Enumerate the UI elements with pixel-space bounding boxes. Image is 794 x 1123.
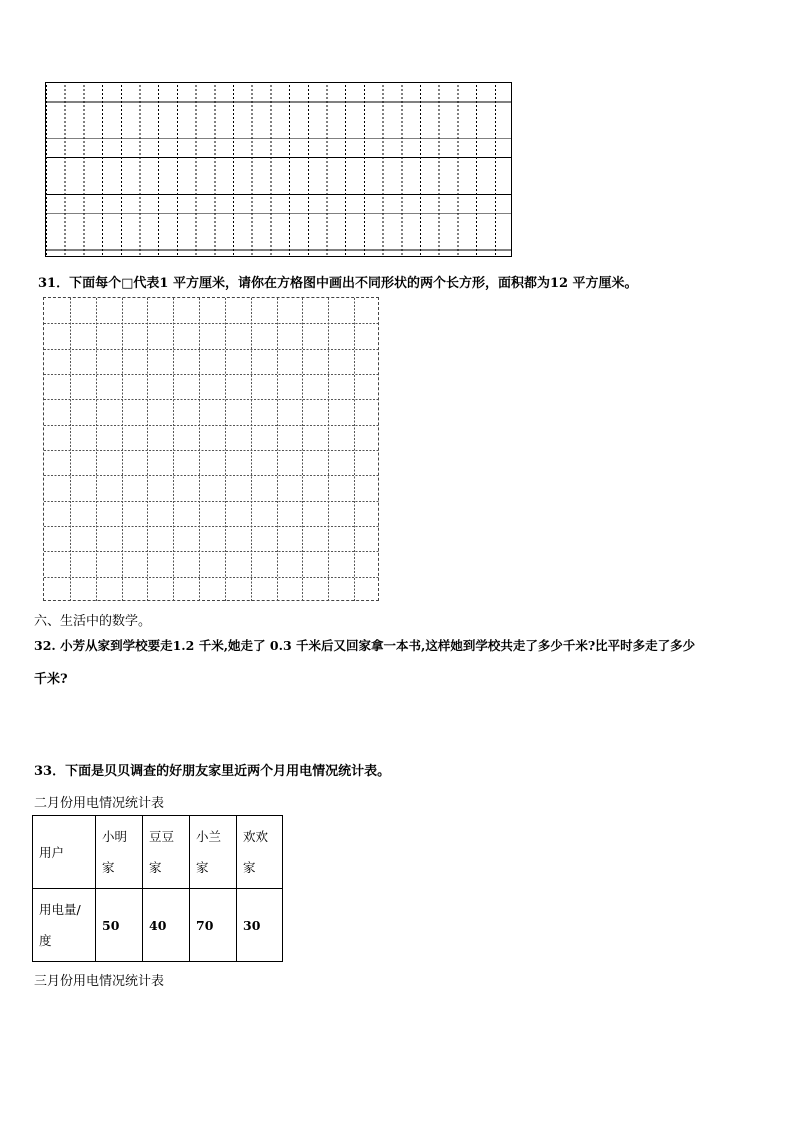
table-row	[33, 816, 283, 889]
table-title-march: 三月份用电情况统计表	[34, 974, 165, 989]
table-cell-value: 30	[237, 889, 283, 962]
table-cell-value: 50	[96, 889, 143, 962]
table-header-label: 用户	[33, 816, 96, 889]
question-32-line1: 32. 小芳从家到学校要走1.2 千米,她走了 0.3 千米后又回家拿一本书,这样她到学校共走了多少千米?比平时多走了多少	[34, 638, 696, 653]
table-title-february: 二月份用电情况统计表	[34, 796, 165, 811]
table-header-cell: 豆豆 家	[143, 816, 190, 889]
grid-lines	[44, 298, 380, 602]
table-cell-value: 70	[190, 889, 237, 962]
answer-grid-square[interactable]	[43, 297, 379, 601]
table-row-label: 用电量/ 度	[33, 889, 96, 962]
table-header-cell: 欢欢 家	[237, 816, 283, 889]
table-header-cell: 小兰 家	[190, 816, 237, 889]
section-title-6: 六、生活中的数学。	[34, 614, 152, 629]
question-31: 31．下面每个□代表1 平方厘米，请你在方格图中画出不同形状的两个长方形，面积都为12 平方厘米。	[38, 276, 638, 291]
electricity-table-february	[32, 815, 283, 962]
question-33: 33．下面是贝贝调查的好朋友家里近两个月用电情况统计表。	[34, 764, 391, 779]
question-32-line2: 千米?	[34, 672, 68, 687]
table-cell-value: 40	[143, 889, 190, 962]
table-header-cell: 小明 家	[96, 816, 143, 889]
answer-grid-top[interactable]	[45, 82, 512, 257]
table-row	[33, 889, 283, 962]
